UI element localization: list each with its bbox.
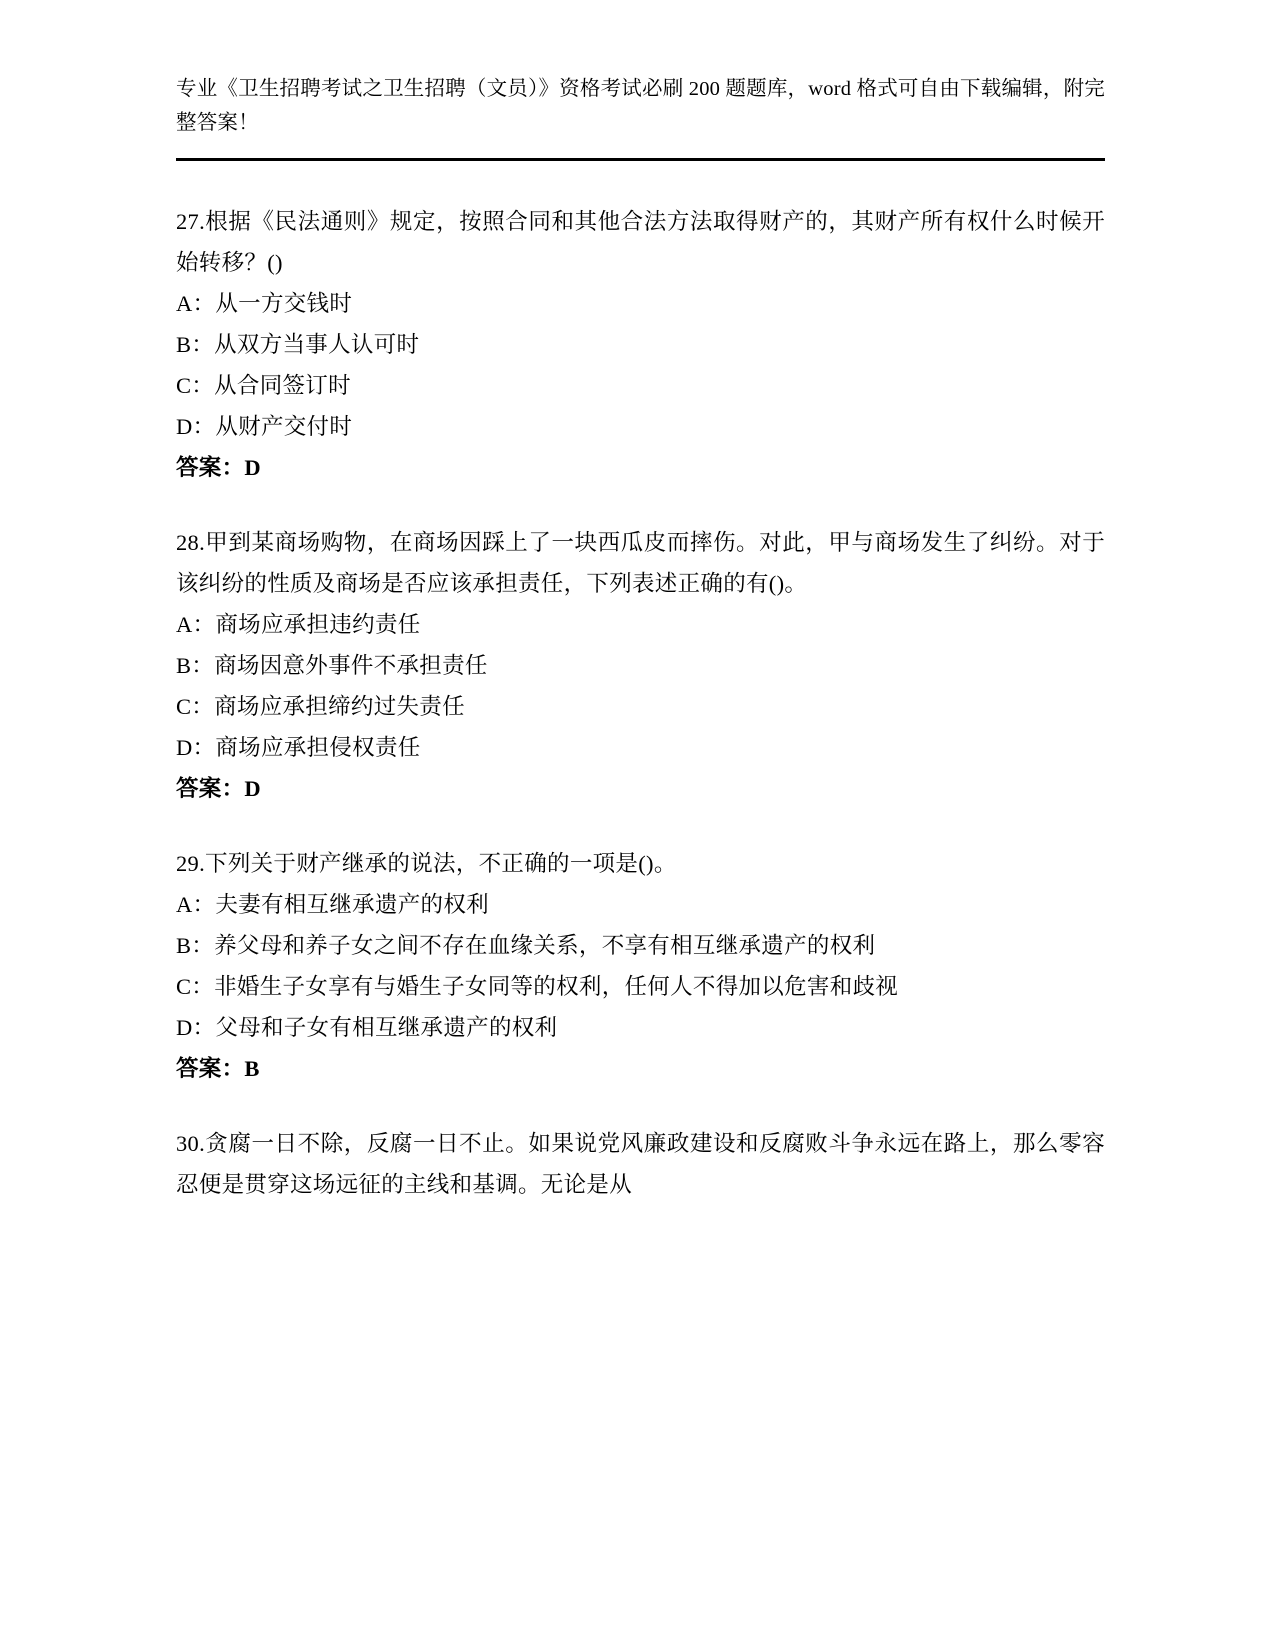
document-body — [176, 201, 1105, 1205]
question-answer — [176, 768, 1105, 809]
question-option: B：从双方当事人认可时 — [176, 332, 420, 357]
question-number: 27. — [176, 209, 206, 234]
question-text: 下列关于财产继承的说法，不正确的一项是()。 — [205, 851, 677, 876]
question-block — [176, 201, 1105, 488]
question-answer — [176, 447, 1105, 488]
question-block — [176, 1123, 1105, 1205]
question-answer — [176, 1048, 1105, 1089]
answer-label: 答案： — [176, 1056, 245, 1081]
question-option: C：非婚生子女享有与婚生子女同等的权利，任何人不得加以危害和歧视 — [176, 974, 899, 999]
answer-label: 答案： — [176, 776, 245, 801]
question-block — [176, 522, 1105, 809]
document-header: 专业《卫生招聘考试之卫生招聘（文员）》资格考试必刷 200 题题库，word 格式可自由下载编辑，附完整答案！ — [176, 78, 1105, 134]
question-number: 30. — [176, 1131, 206, 1156]
question-stem — [176, 843, 1105, 884]
header-divider — [176, 158, 1105, 161]
question-text: 甲到某商场购物，在商场因踩上了一块西瓜皮而摔伤。对此，甲与商场发生了纠纷。对于该纠纷的性质及商场是否应该承担责任，下列表述正确的有()。 — [176, 530, 1105, 596]
answer-label: 答案： — [176, 455, 245, 480]
answer-value: B — [244, 1056, 260, 1081]
question-text: 根据《民法通则》规定，按照合同和其他合法方法取得财产的，其财产所有权什么时候开始转移？() — [176, 209, 1105, 275]
question-option: D：父母和子女有相互继承遗产的权利 — [176, 1015, 558, 1040]
question-option: A：商场应承担违约责任 — [176, 612, 421, 637]
answer-value: D — [244, 776, 261, 801]
question-option: B：养父母和养子女之间不存在血缘关系，不享有相互继承遗产的权利 — [176, 933, 876, 958]
question-stem — [176, 1123, 1105, 1205]
question-option: A：从一方交钱时 — [176, 291, 353, 316]
question-option: A：夫妻有相互继承遗产的权利 — [176, 892, 489, 917]
question-number: 28. — [176, 530, 206, 555]
question-option: D：商场应承担侵权责任 — [176, 735, 421, 760]
question-number: 29. — [176, 851, 206, 876]
question-option: C：从合同签订时 — [176, 373, 351, 398]
question-option: B：商场因意外事件不承担责任 — [176, 653, 488, 678]
question-stem — [176, 201, 1105, 283]
question-text: 贪腐一日不除，反腐一日不止。如果说党风廉政建设和反腐败斗争永远在路上，那么零容忍便是贯穿这场远征的主线和基调。无论是从 — [176, 1131, 1105, 1197]
question-option: D：从财产交付时 — [176, 414, 353, 439]
question-stem — [176, 522, 1105, 604]
question-option: C：商场应承担缔约过失责任 — [176, 694, 465, 719]
answer-value: D — [244, 455, 261, 480]
question-block — [176, 843, 1105, 1089]
